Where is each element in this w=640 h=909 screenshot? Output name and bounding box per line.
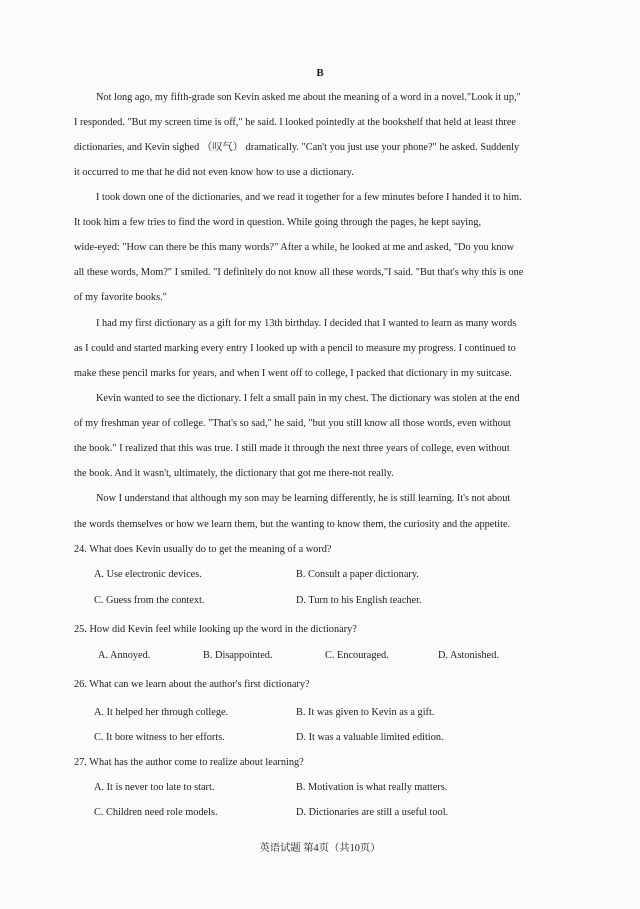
option-24-c[interactable]	[94, 594, 204, 608]
question-text: How did Kevin feel while looking up the word in the dictionary?	[89, 624, 357, 635]
option-text: It bore witness to her efforts.	[106, 732, 225, 743]
question-26	[74, 678, 310, 692]
option-text: Children need role models.	[106, 807, 218, 818]
passage-line: it occurred to me that he did not even know how to use a dictionary.	[74, 167, 354, 178]
option-letter: D.	[296, 732, 307, 743]
option-25-b[interactable]	[203, 649, 273, 663]
question-text: What does Kevin usually do to get the meaning of a word?	[89, 544, 332, 555]
passage-line: as I could and started marking every entry I looked up with a pencil to measure my progress. I continued to	[74, 343, 516, 354]
passage-line: all these words, Mom?" I smiled. "I definitely do not know all these words,"I said. "But that's why this is one	[74, 267, 524, 278]
passage-line: It took him a few tries to find the word in question. While going through the pages, he kept saying,	[74, 217, 482, 228]
passage-line: the book." I realized that this was true. I still made it through the next three years of college, even without	[74, 443, 510, 454]
option-26-a[interactable]	[94, 706, 228, 720]
option-26-c[interactable]	[94, 731, 225, 745]
passage-line: Not long ago, my fifth-grade son Kevin asked me about the meaning of a word in a novel."Look it up,"	[96, 92, 521, 103]
question-number: 26.	[74, 679, 87, 690]
option-26-d[interactable]	[296, 731, 444, 745]
option-text: Consult a paper dictionary.	[308, 569, 419, 580]
option-letter: B.	[296, 707, 306, 718]
option-24-d[interactable]	[296, 594, 422, 608]
option-27-d[interactable]	[296, 806, 448, 820]
option-24-a[interactable]	[94, 568, 202, 582]
option-letter: B.	[296, 569, 306, 580]
question-25	[74, 623, 357, 637]
option-letter: B.	[296, 782, 306, 793]
option-letter: D.	[438, 650, 449, 661]
option-letter: C.	[94, 732, 104, 743]
option-letter: C.	[94, 595, 104, 606]
passage-line: of my freshman year of college. "That's so sad," he said, "but you still know all those words, even without	[74, 418, 511, 429]
option-text: It helped her through college.	[106, 707, 229, 718]
option-text: Turn to his English teacher.	[308, 595, 422, 606]
option-text: It was a valuable limited edition.	[308, 732, 444, 743]
option-letter: A.	[94, 782, 105, 793]
option-text: It is never too late to start.	[106, 782, 215, 793]
option-text: Encouraged.	[337, 650, 389, 661]
passage-line: of my favorite books."	[74, 292, 167, 303]
option-text: Astonished.	[450, 650, 499, 661]
option-24-b[interactable]	[296, 568, 419, 582]
option-text: Guess from the context.	[106, 595, 205, 606]
option-letter: D.	[296, 807, 307, 818]
passage-line: I took down one of the dictionaries, and we read it together for a few minutes before I handed it to him.	[96, 192, 522, 203]
question-text: What has the author come to realize about learning?	[89, 757, 304, 768]
page-footer: 英语试题 第4页（共10页）	[259, 843, 381, 854]
option-25-a[interactable]	[98, 649, 150, 663]
option-27-b[interactable]	[296, 781, 447, 795]
passage-line: make these pencil marks for years, and when I went off to college, I packed that dictionary in my suitcase.	[74, 368, 512, 379]
option-text: Dictionaries are still a useful tool.	[308, 807, 449, 818]
passage-line: I had my first dictionary as a gift for my 13th birthday. I decided that I wanted to learn as many words	[96, 318, 517, 329]
passage-line: dictionaries, and Kevin sighed （叹气） dramatically. "Can't you just use your phone?" he asked. Suddenly	[74, 142, 520, 153]
question-24	[74, 543, 331, 557]
option-letter: B.	[203, 650, 213, 661]
option-26-b[interactable]	[296, 706, 434, 720]
option-27-a[interactable]	[94, 781, 214, 795]
passage-line: the words themselves or how we learn them, but the wanting to know them, the curiosity and the appetite.	[74, 519, 511, 530]
passage-line: I responded. "But my screen time is off," he said. I looked pointedly at the bookshelf that held at least three	[74, 117, 517, 128]
option-text: Use electronic devices.	[106, 569, 202, 580]
option-letter: A.	[98, 650, 109, 661]
option-text: Annoyed.	[110, 650, 151, 661]
option-letter: D.	[296, 595, 307, 606]
option-letter: C.	[325, 650, 335, 661]
passage-line: the book. And it wasn't, ultimately, the dictionary that got me there-not really.	[74, 468, 394, 479]
option-text: It was given to Kevin as a gift.	[308, 707, 435, 718]
option-text: Disappointed.	[215, 650, 273, 661]
option-letter: C.	[94, 807, 104, 818]
question-number: 25.	[74, 624, 87, 635]
passage-line: Now I understand that although my son may be learning differently, he is still learning. It's not about	[96, 493, 511, 504]
option-25-c[interactable]	[325, 649, 389, 663]
option-letter: A.	[94, 569, 105, 580]
question-27	[74, 756, 304, 770]
question-number: 24.	[74, 544, 87, 555]
option-27-c[interactable]	[94, 806, 218, 820]
question-text: What can we learn about the author's first dictionary?	[89, 679, 310, 690]
option-25-d[interactable]	[438, 649, 499, 663]
option-text: Motivation is what really matters.	[308, 782, 448, 793]
passage-line: wide-eyed: "How can there be this many words?" After a while, he looked at me and asked, "Do you know	[74, 242, 515, 253]
section-title: B	[316, 67, 324, 79]
question-number: 27.	[74, 757, 87, 768]
option-letter: A.	[94, 707, 105, 718]
passage-line: Kevin wanted to see the dictionary. I felt a small pain in my chest. The dictionary was stolen at the end	[96, 393, 520, 404]
